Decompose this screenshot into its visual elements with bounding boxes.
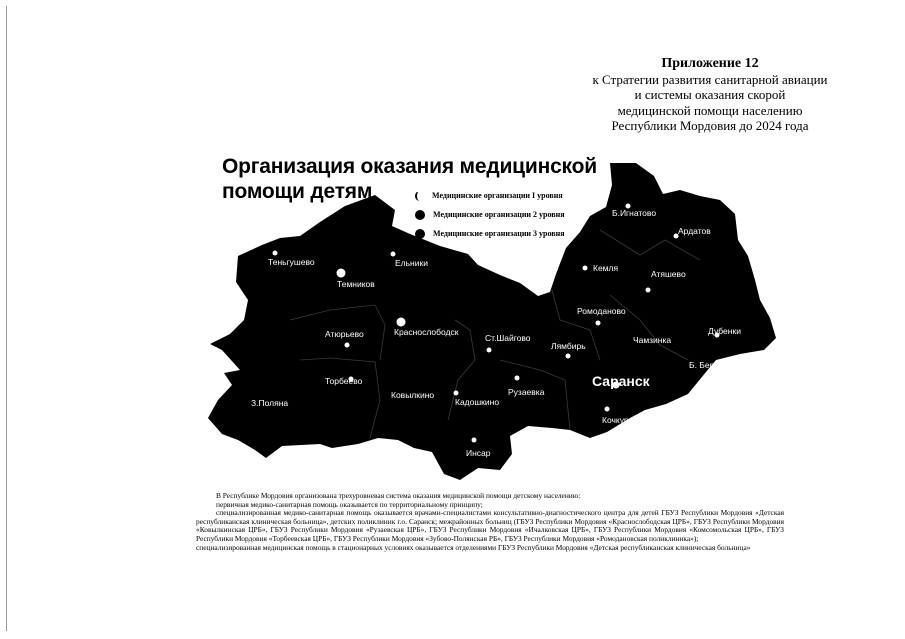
appendix-line: медицинской помощи населению (617, 102, 803, 118)
description-paragraph: специализированная медицинская помощь в стационарных условиях оказывается отделениями ГБУЗ Республики Мордовия «Детская республиканская клиническая больница» (196, 542, 751, 552)
marker-st-shaigovo (487, 348, 492, 353)
crescent-icon (415, 191, 424, 201)
district-label: Ромоданово (577, 306, 626, 316)
district-label: Инсар (466, 448, 491, 458)
title-line: помощи детям (222, 180, 373, 203)
marker-elniki (391, 252, 396, 257)
filled-circle-icon (415, 210, 425, 220)
filled-circle-icon (415, 229, 425, 239)
district-label: Ст.Шайгово (485, 333, 531, 343)
marker-lyambir (566, 354, 571, 359)
district-label: Рузаевка (508, 387, 545, 397)
legend (415, 186, 565, 243)
marker-kadoshkino (454, 391, 459, 396)
district-label: З.Поляна (251, 398, 289, 408)
district-label: Краснослободск (394, 327, 459, 337)
legend-item (415, 205, 565, 224)
description-paragraph: В Республике Мордовия организована трехуровневая система оказания медицинской помощи детскому населению: (216, 491, 581, 500)
capital-label: Саранск (592, 373, 650, 389)
district-label: Б. Березники (689, 360, 741, 370)
district-label: Атяшево (651, 269, 686, 279)
marker-kemlya (583, 266, 588, 271)
marker-temnikov (337, 269, 346, 278)
marker-romodanovo (596, 321, 601, 326)
title-line: Организация оказания медицинской (222, 155, 597, 178)
marker-atyurevo (345, 343, 350, 348)
district-label: Ковылкино (391, 390, 435, 400)
legend-item (415, 186, 565, 205)
legend-label: Медицинские организации 2 уровня (433, 210, 565, 219)
district-label: Ардатов (678, 226, 711, 236)
appendix-line: и системы оказания скорой (634, 87, 786, 102)
marker-tengushevo (273, 251, 278, 256)
district-label: Дубенки (708, 326, 741, 336)
marker-ruzaevka (515, 376, 520, 381)
district-label: Кадошкино (455, 397, 500, 407)
district-label: Кочкурово (602, 415, 643, 425)
district-label: Ельники (395, 258, 428, 268)
legend-item (415, 224, 565, 243)
district-label: Чамзинка (633, 335, 672, 345)
district-label: Теньгушево (268, 257, 315, 267)
district-label: Атюрьево (325, 329, 364, 339)
description (196, 492, 784, 552)
marker-kochkurovo (605, 407, 610, 412)
district-label: Б.Игнатово (612, 208, 657, 218)
appendix-number: Приложение 12 (661, 56, 759, 71)
marker-atyashevo (646, 288, 651, 293)
legend-label: Медицинские организации I уровня (432, 191, 563, 200)
appendix-line: к Стратегии развития санитарной авиации (592, 71, 828, 87)
district-label: Торбеево (325, 376, 363, 386)
appendix-line: Республики Мордовия до 2024 года (611, 118, 809, 133)
description-paragraph: специализированная медико-санитарная помощь оказывается врачами-специалистами консультативно-диагностического центра для детей ГБУЗ Республики Мордовия «Детская республиканская клиническая больница», детских поликлиник г.о. Саранск; межрайонных больниц (ГБУЗ Республики Мордовия «Краснослободская ЦРБ», ГБУЗ Республики Мордовия «Ковылкинская ЦРБ», ГБУЗ Республики Мордовия «Рузаевская ЦРБ», ГБУЗ Республики Мордовия «Ичалковская ЦРБ», ГБУЗ Республики Мордовия «Комсомольская ЦРБ», ГБУЗ Республики Мордовия «Торбеевская ЦРБ», ГБУЗ Республики Мордовия «Зубово-Полянская РБ», ГБУЗ Республики Мордовия «Ромодановская поликлиника»); (196, 508, 784, 543)
district-label: Темников (337, 279, 375, 289)
description-paragraph: первичная медико-санитарная помощь оказывается по территориальному принципу; (216, 499, 483, 509)
marker-insar (472, 438, 477, 443)
marker-krasnoslobodsk (397, 318, 406, 327)
district-label: Кемля (593, 263, 619, 273)
marker-b-bereznik (710, 372, 715, 377)
district-label: Лямбирь (551, 341, 586, 351)
legend-label: Медицинские организации 3 уровня (433, 229, 565, 238)
